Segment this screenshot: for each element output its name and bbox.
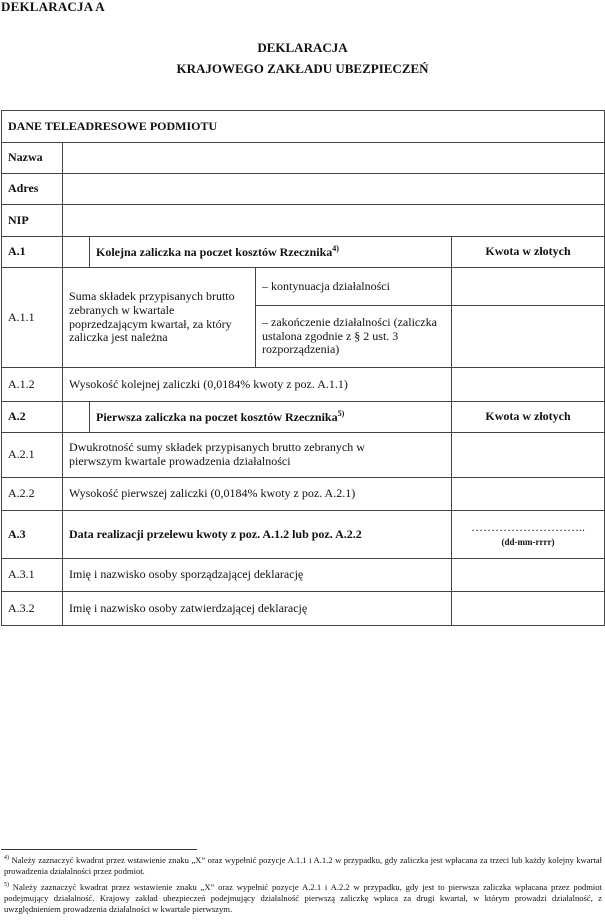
amount-a22[interactable] [452,478,605,511]
desc-a31: Imię i nazwisko osoby sporządzającej deklarację [63,559,452,592]
code-a3: A.3 [2,511,63,559]
input-nazwa[interactable] [63,143,605,174]
row-a1 [2,237,605,268]
row-a31 [2,559,605,592]
row-adres [2,174,605,205]
title-a2: Pierwsza zaliczka na poczet kosztów Rzecznika$^{5)}$ [90,402,452,433]
checkbox-a2[interactable] [63,402,90,433]
title-a1: Kolejna zaliczka na poczet kosztów Rzecznika$^{4)}$ [90,237,452,268]
row-a32 [2,592,605,626]
label-nazwa: Nazwa [2,143,63,174]
code-a2: A.2 [2,402,63,433]
option-continuation[interactable]: – kontynuacja działalności [256,268,452,306]
row-a12 [2,368,605,402]
footnote-5: $^{5)}$ Należy zaznaczyć kwadrat przez wstawienie znaku „X” oraz wypełnić pozycje A.2.1 i A.2.2 w przypadku, gdy jest to pierwsza zaliczka wpłacana przez podmiot podejmujący działalność. Krajowy zakład ubezpieczeń podejmujący działalność pierwszą zaliczkę wpłaca za drugi kwartał, w którym prowadzi działalność, z uwzględnieniem prowadzenia działalności w kwartale pierwszym. [4,882,602,915]
row-nip [2,205,605,237]
input-a32[interactable] [452,592,605,626]
label-nip: NIP [2,205,63,237]
amount-header-a2: Kwota w złotych [452,402,605,433]
amount-a11-continuation[interactable] [452,268,605,306]
row-a2 [2,402,605,433]
desc-a22: Wysokość pierwszej zaliczki (0,0184% kwoty z poz. A.2.1) [63,478,452,511]
amount-a11-termination[interactable] [452,306,605,368]
row-a22 [2,478,605,511]
input-adres[interactable] [63,174,605,205]
code-a11: A.1.1 [2,268,63,368]
footnote-4: $^{4)}$ Należy zaznaczyć kwadrat przez wstawienie znaku „X” oraz wypełnić pozycje A.1.1 i A.1.2 w przypadku, gdy zaliczka jest wpłacana za trzeci lub każdy kolejny kwartał prowadzenia działalności przez podmiot. [4,855,602,877]
desc-a21: Dwukrotność sumy składek przypisanych brutto zebranych w pierwszym kwartale prowadzenia działalności [63,433,452,478]
code-a32: A.3.2 [2,592,63,626]
desc-a32: Imię i nazwisko osoby zatwierdzającej deklarację [63,592,452,626]
date-field[interactable] [452,511,605,559]
row-a21 [2,433,605,478]
amount-header-a1: Kwota w złotych [452,237,605,268]
footnote-separator [1,849,197,850]
date-dots: ……………………….. [471,520,586,535]
declaration-form-table [1,110,605,626]
section-header: DANE TELEADRESOWE PODMIOTU [2,111,605,143]
code-a12: A.1.2 [2,368,63,402]
amount-a21[interactable] [452,433,605,478]
row-a11-continuation [2,268,605,306]
input-nip[interactable] [63,205,605,237]
desc-a12: Wysokość kolejnej zaliczki (0,0184% kwoty z poz. A.1.1) [63,368,452,402]
section-header-row [2,111,605,143]
code-a31: A.3.1 [2,559,63,592]
code-a21: A.2.1 [2,433,63,478]
title-a3: Data realizacji przelewu kwoty z poz. A.1.2 lub poz. A.2.2 [63,511,452,559]
row-nazwa [2,143,605,174]
document-title-line2: KRAJOWEGO ZAKŁADU UBEZPIECZEŃ [176,61,429,76]
row-a3 [2,511,605,559]
checkbox-a1[interactable] [63,237,90,268]
document-label: DEKLARACJA A [1,0,105,14]
amount-a12[interactable] [452,368,605,402]
date-format-hint: (dd-mm-rrrr) [501,537,555,548]
label-adres: Adres [2,174,63,205]
code-a22: A.2.2 [2,478,63,511]
desc-a11: Suma składek przypisanych brutto zebranych w kwartale poprzedzającym kwartał, za który zaliczka jest należna [63,268,256,368]
code-a1: A.1 [2,237,63,268]
document-title-line1: DEKLARACJA [257,40,348,55]
input-a31[interactable] [452,559,605,592]
option-termination[interactable]: – zakończenie działalności (zaliczka ustalona zgodnie z § 2 ust. 3 rozporządzenia) [256,306,452,368]
